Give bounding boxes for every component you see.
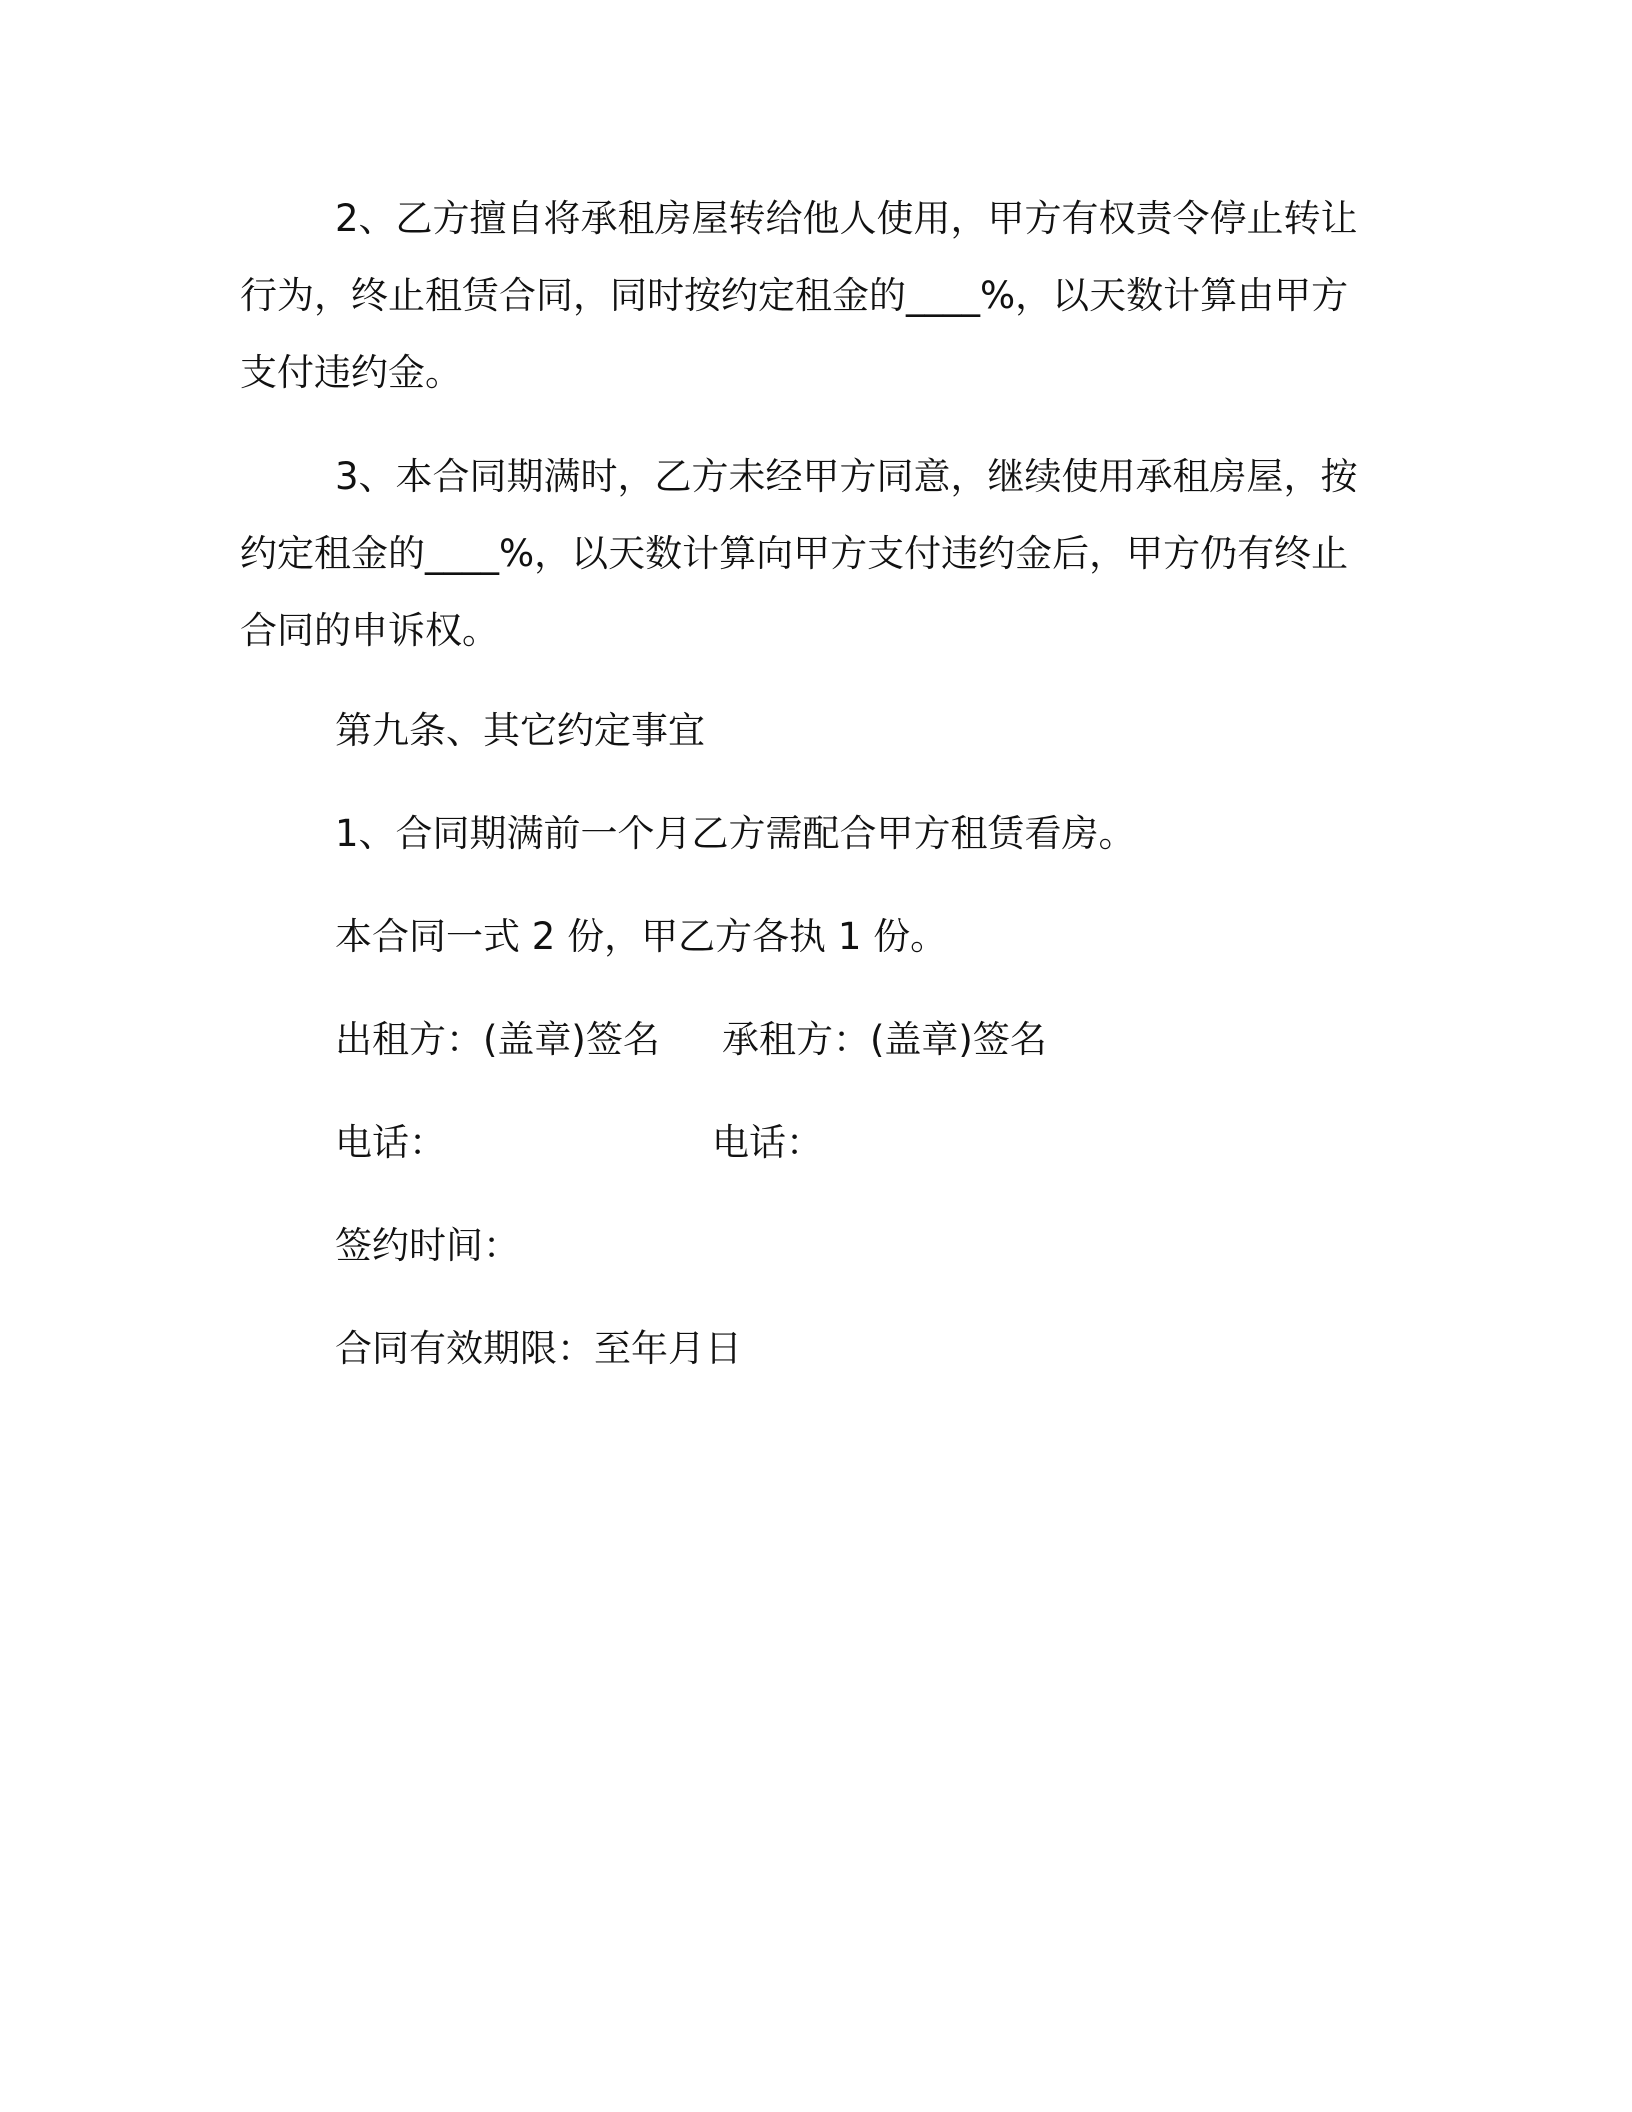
clause-2-line-1: 2、乙方擅自将承租房屋转给他人使用，甲方有权责令停止转让 bbox=[335, 197, 1358, 240]
lessor-phone-line: 电话： bbox=[335, 1121, 446, 1164]
clause-3-paragraph bbox=[240, 438, 1370, 669]
clause-2-paragraph bbox=[240, 180, 1370, 411]
clause-3-line-1: 3、本合同期满时，乙方未经甲方同意，继续使用承租房屋，按 bbox=[335, 455, 1358, 498]
lessee-phone-line: 电话： bbox=[712, 1121, 823, 1164]
lessor-signature-line: 出租方：(盖章)签名 bbox=[335, 1018, 660, 1061]
clause-3-line-3: 合同的申诉权。 bbox=[240, 609, 499, 652]
clause-3-line-2: 约定租金的____%，以天数计算向甲方支付违约金后，甲方仍有终止 bbox=[240, 532, 1349, 575]
lessee-signature-line: 承租方：(盖章)签名 bbox=[722, 1018, 1047, 1061]
article-9-heading: 第九条、其它约定事宜 bbox=[335, 709, 705, 752]
clause-2-line-3: 支付违约金。 bbox=[240, 351, 462, 394]
signing-time-line: 签约时间： bbox=[335, 1224, 520, 1267]
copies-note: 本合同一式 2 份，甲乙方各执 1 份。 bbox=[335, 915, 948, 958]
validity-period-line: 合同有效期限：至年月日 bbox=[335, 1327, 742, 1370]
clause-2-line-2: 行为，终止租赁合同，同时按约定租金的____%，以天数计算由甲方 bbox=[240, 274, 1349, 317]
article-9-item-1: 1、合同期满前一个月乙方需配合甲方租赁看房。 bbox=[335, 812, 1136, 855]
